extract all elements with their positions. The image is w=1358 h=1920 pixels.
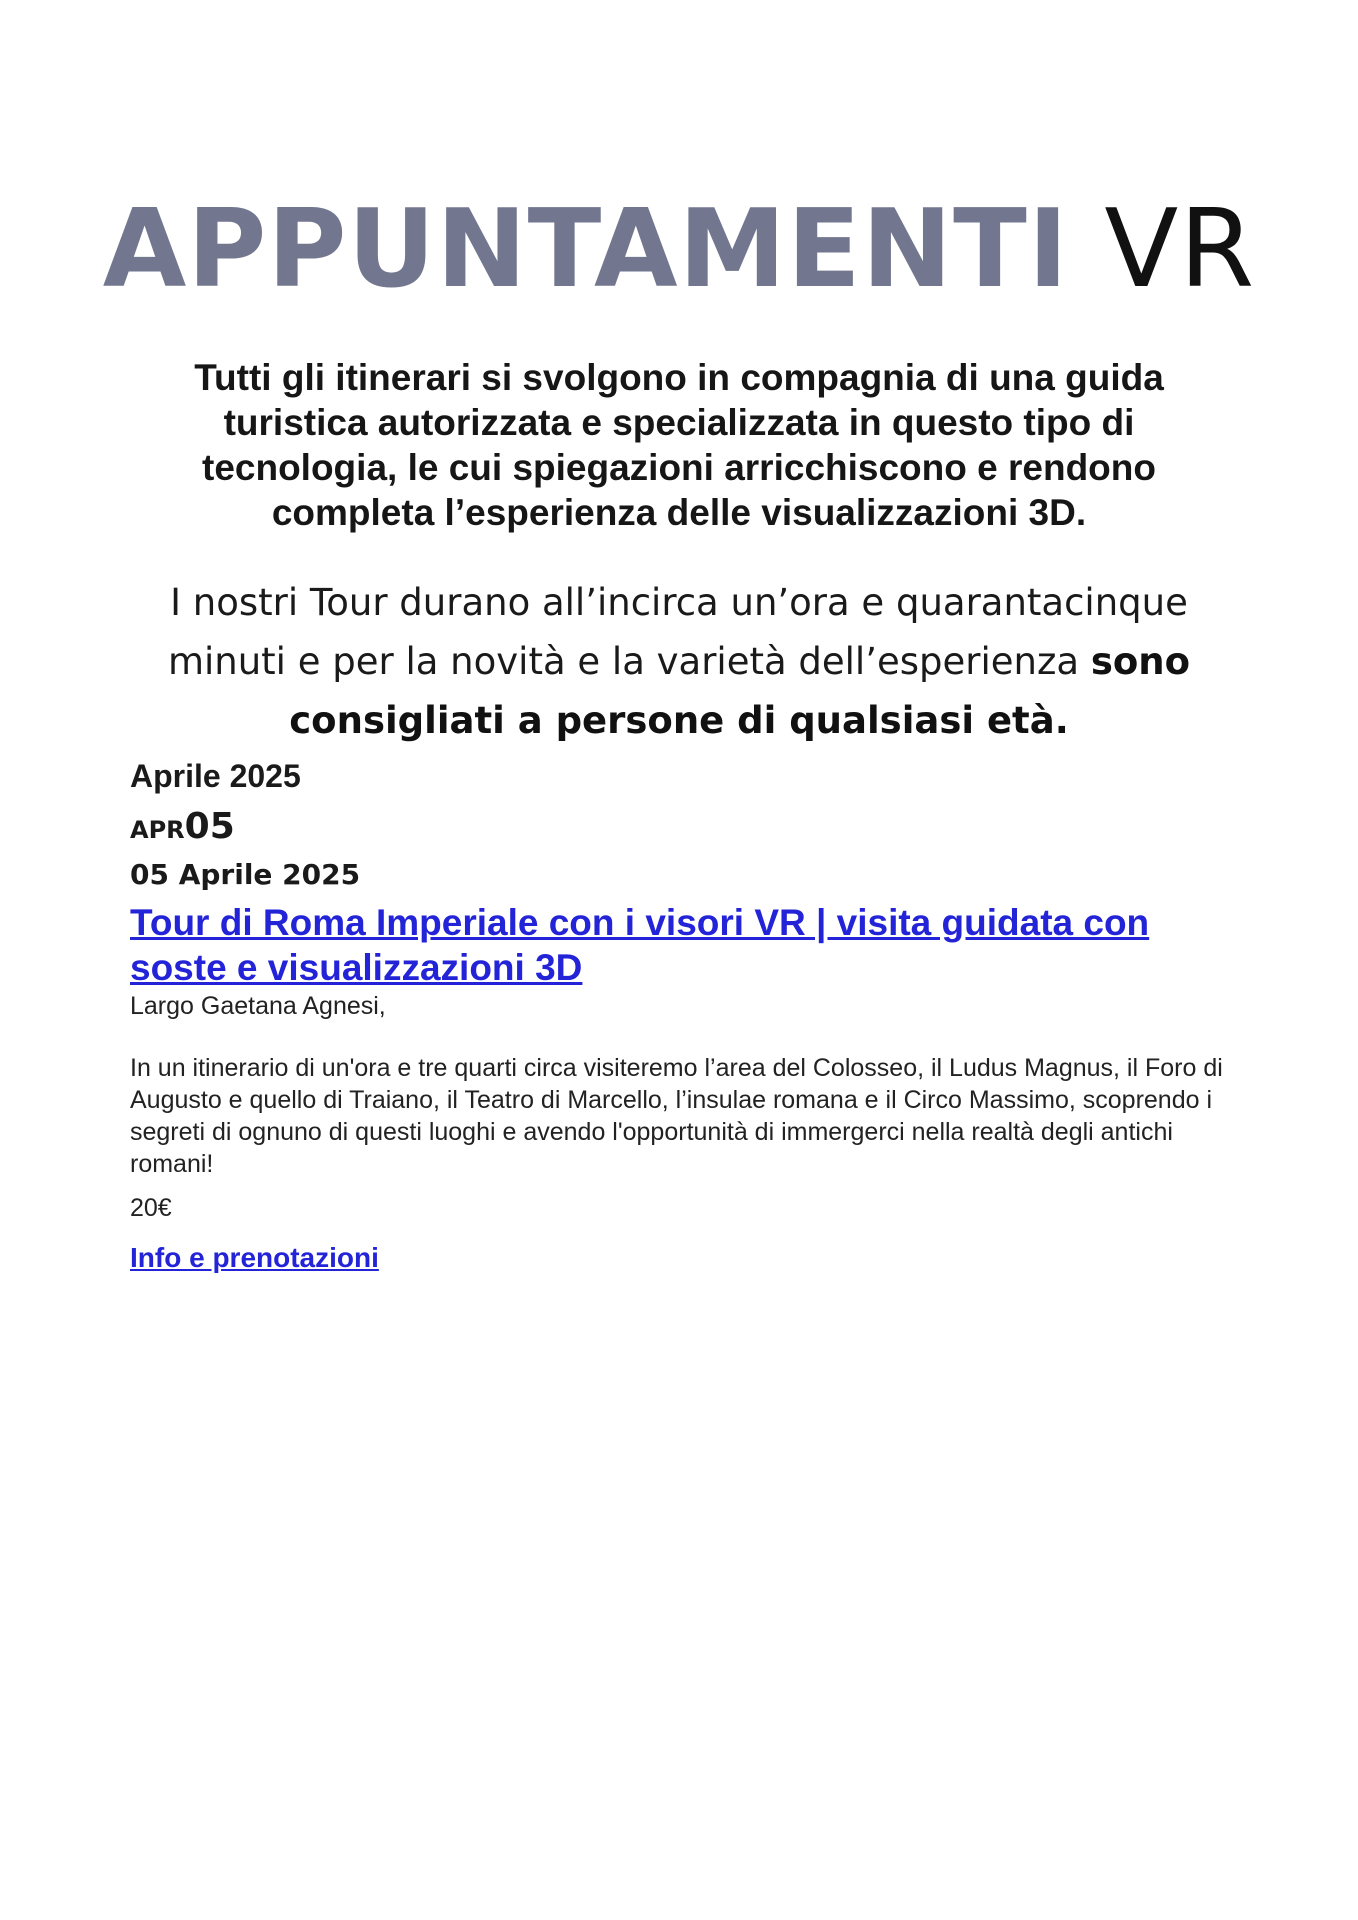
event-address: Largo Gaetana Agnesi, bbox=[130, 992, 386, 1020]
date-badge bbox=[130, 805, 235, 855]
info-booking-link[interactable]: Info e prenotazioni bbox=[130, 1242, 379, 1273]
page-title-accent: APPUNTAMENTI bbox=[102, 187, 1070, 312]
event-price: 20€ bbox=[130, 1194, 172, 1222]
duration-text: I nostri Tour durano all’incirca un’ora e quarantacinque minuti e per la novità e la varietà dell’esperienza bbox=[167, 581, 1188, 683]
intro-paragraph: Tutti gli itinerari si svolgono in compagnia di una guida turistica autorizzata e specializzata in questo tipo di tecnologia, le cui spiegazioni arricchiscono e rendono completa l’esperienza delle visualizzazioni 3D. bbox=[194, 357, 1164, 533]
event-title-link[interactable]: Tour di Roma Imperiale con i visori VR | visita guidata con soste e visualizzazioni 3D bbox=[130, 902, 1150, 988]
date-badge-day: 05 bbox=[184, 806, 235, 847]
event-date: 05 Aprile 2025 bbox=[130, 858, 361, 891]
page-title-rest: VR bbox=[1104, 187, 1256, 312]
page-title bbox=[0, 187, 1358, 312]
event-description: In un itinerario di un'ora e tre quarti circa visiteremo l’area del Colosseo, il Ludus Magnus, il Foro di Augusto e quello di Traiano, il Teatro di Marcello, l’insulae romana e il Circo Massimo, scoprendo i segreti di ognuno di questi luoghi e avendo l'opportunità di immergerci nella realtà degli antichi romani! bbox=[130, 1054, 1223, 1178]
date-badge-month: APR bbox=[130, 816, 185, 844]
duration-highlight: sono consigliati a persone di qualsiasi età. bbox=[289, 640, 1191, 742]
month-heading: Aprile 2025 bbox=[130, 758, 301, 794]
duration-paragraph bbox=[110, 573, 1248, 750]
